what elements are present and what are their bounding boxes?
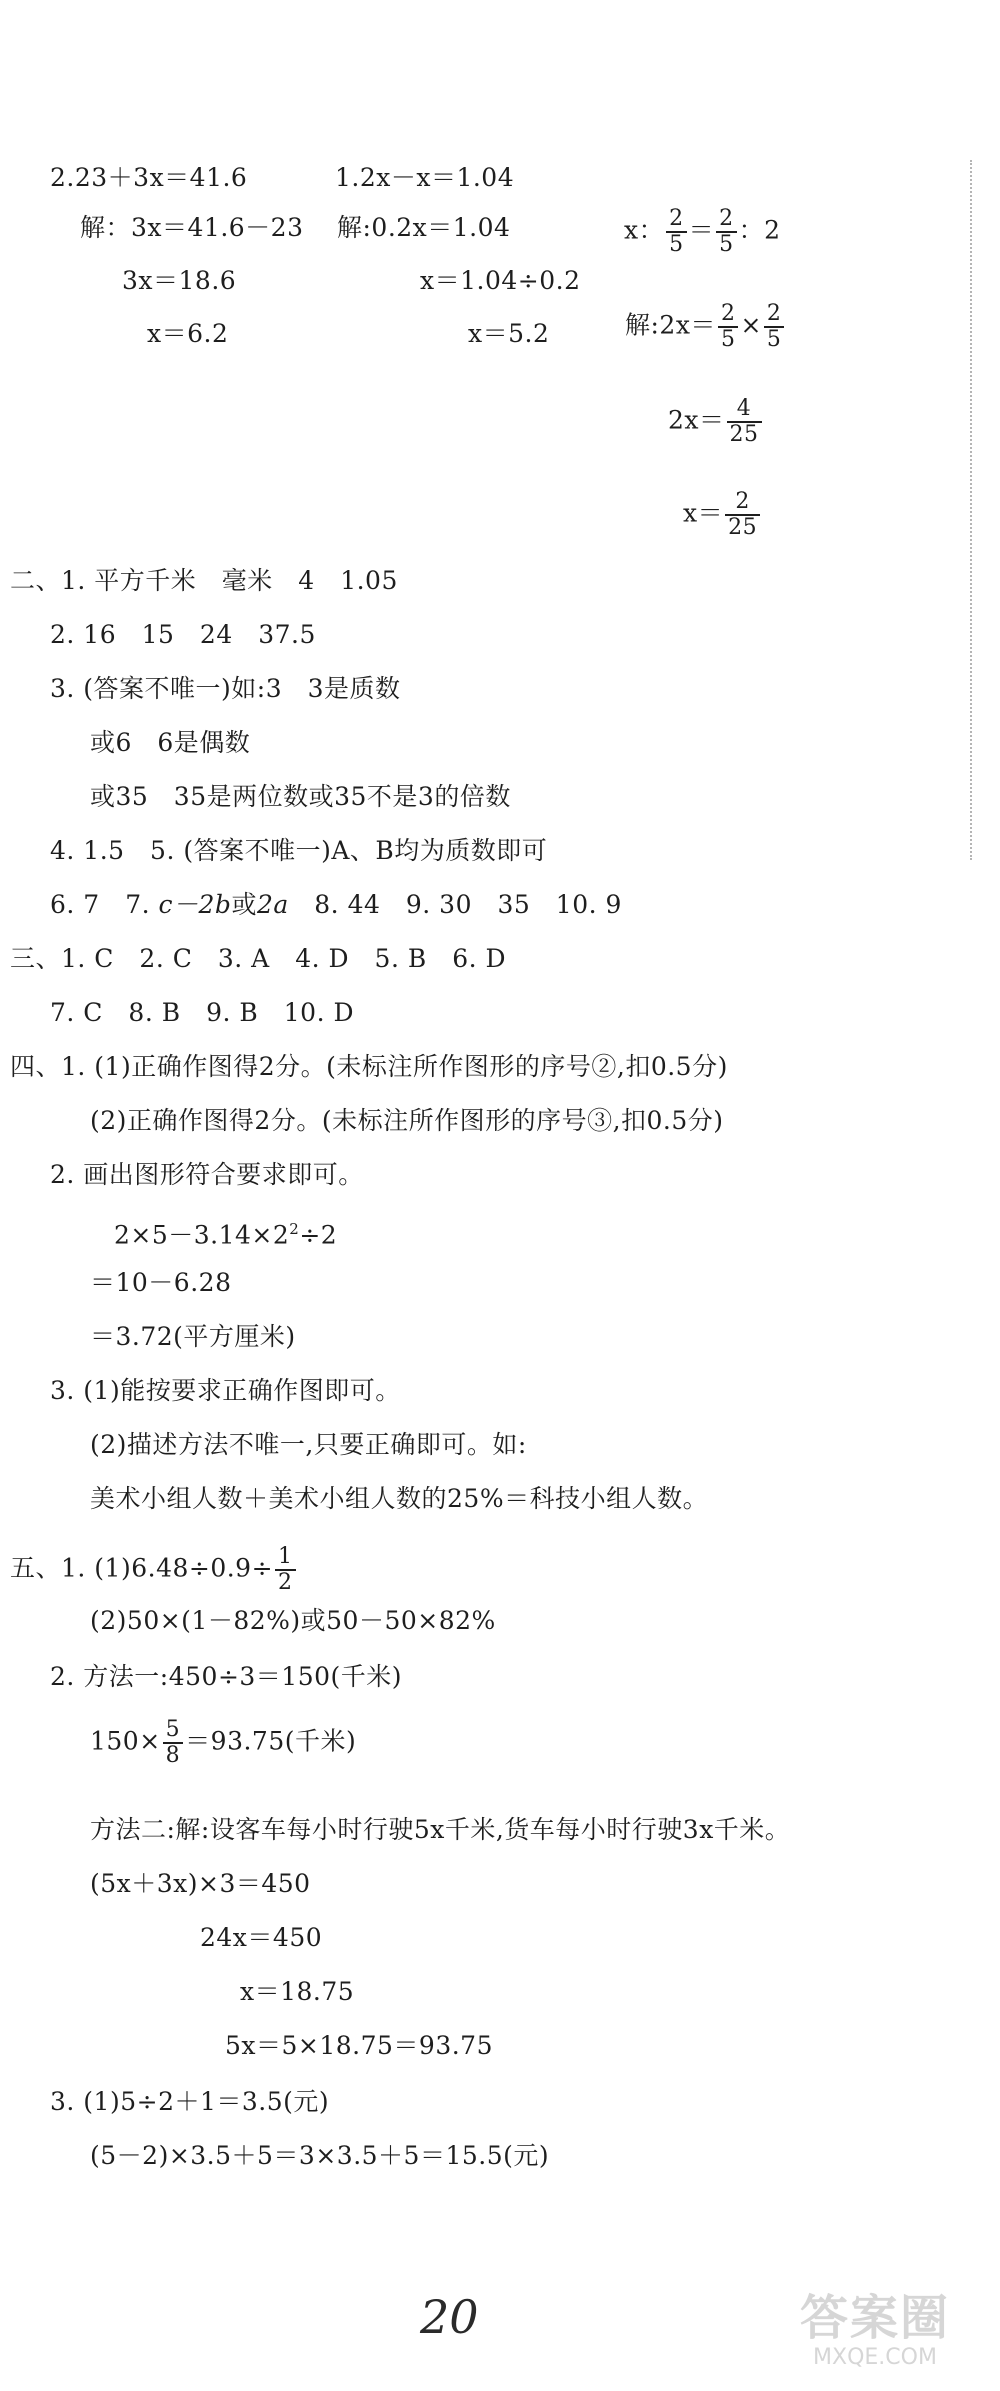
s4-line7: 3. (1)能按要求正确作图即可。 — [50, 1376, 401, 1405]
fraction-2-5: $\frac{2}{5}$ — [716, 207, 737, 257]
watermark-logo: 答案圈 MXQE.COM — [799, 2290, 950, 2370]
s4-line2: (2)正确作图得2分。(未标注所作图形的序号③,扣0.5分) — [90, 1106, 724, 1135]
eq-c-line2: 解:2x＝ $\frac{2}{5}$ × $\frac{2}{5}$ — [625, 302, 786, 352]
eq-a-line4: x＝6.2 — [147, 319, 229, 348]
s5-line8: x＝18.75 — [240, 1977, 355, 2006]
s5-line11: (5－2)×3.5＋5＝3×3.5＋5＝15.5(元) — [90, 2141, 550, 2170]
s5-line3: 2. 方法一:450÷3＝150(千米) — [50, 1662, 403, 1691]
fraction-1-2: $\frac{1}{2}$ — [275, 1545, 296, 1595]
s2-line2: 2. 16 15 24 37.5 — [50, 620, 316, 649]
s5-line4: 150× $\frac{5}{8}$ ＝93.75(千米) — [90, 1717, 357, 1768]
eq-c-line4: x＝ $\frac{2}{25}$ — [683, 490, 762, 540]
s2-line6: 4. 1.5 5. (答案不唯一)A、B均为质数即可 — [50, 836, 548, 865]
eq-c-line3: 2x＝ $\frac{4}{25}$ — [668, 397, 764, 447]
s3-line1: 三、1. C 2. C 3. A 4. D 5. B 6. D — [10, 944, 507, 973]
s4-line8: (2)描述方法不唯一,只要正确即可。如: — [90, 1430, 527, 1459]
s5-line9: 5x＝5×18.75＝93.75 — [225, 2031, 493, 2060]
s4-line4: $2\times 5-3.14\times 2^2\div 2$ — [114, 1220, 338, 1250]
s3-line2: 7. C 8. B 9. B 10. D — [50, 998, 355, 1027]
s4-line9: 美术小组人数＋美术小组人数的25%＝科技小组人数。 — [90, 1484, 709, 1513]
eq-a-line3: 3x＝18.6 — [122, 266, 237, 295]
s4-line3: 2. 画出图形符合要求即可。 — [50, 1160, 364, 1189]
s4-line6: ＝3.72(平方厘米) — [90, 1322, 296, 1351]
fraction-2-25: $\frac{2}{25}$ — [725, 490, 760, 540]
eq-b-line4: x＝5.2 — [468, 319, 550, 348]
s5-line10: 3. (1)5÷2＋1＝3.5(元) — [50, 2087, 330, 2116]
fraction-2-5: $\frac{2}{5}$ — [718, 302, 739, 352]
s5-line5: 方法二:解:设客车每小时行驶5x千米,货车每小时行驶3x千米。 — [90, 1815, 791, 1844]
s2-line1: 二、1. 平方千米 毫米 4 1.05 — [10, 566, 398, 595]
s4-line5: ＝10－6.28 — [90, 1268, 232, 1297]
s2-line3: 3. (答案不唯一)如:3 3是质数 — [50, 674, 401, 703]
fraction-4-25: $\frac{4}{25}$ — [727, 397, 762, 447]
s4-line1: 四、1. (1)正确作图得2分。(未标注所作图形的序号②,扣0.5分) — [10, 1052, 728, 1081]
eq-b-line2: 解:0.2x＝1.04 — [337, 213, 511, 242]
eq-b-line3: x＝1.04÷0.2 — [420, 266, 581, 295]
s2-line4: 或6 6是偶数 — [90, 728, 251, 757]
eq-b-line1: 1.2x－x＝1.04 — [335, 163, 515, 192]
s2-line5: 或35 35是两位数或35不是3的倍数 — [90, 782, 511, 811]
eq-c-line1: x： $\frac{2}{5}$ ＝ $\frac{2}{5}$ ：2 — [624, 206, 781, 257]
fraction-2-5: $\frac{2}{5}$ — [666, 207, 687, 257]
fraction-5-8: $\frac{5}{8}$ — [163, 1718, 184, 1768]
s5-line7: 24x＝450 — [200, 1923, 323, 1952]
s5-line1: 五、1. (1)6.48÷0.9÷ $\frac{1}{2}$ — [10, 1545, 298, 1595]
eq-a-line2: 解：3x＝41.6－23 — [80, 213, 304, 242]
fraction-2-5: $\frac{2}{5}$ — [764, 302, 785, 352]
handwritten-page-number: 20 — [420, 2290, 479, 2344]
s2-line7: 6. 7 7. c－2b或2a 8. 44 9. 30 35 10. 9 — [50, 890, 622, 919]
margin-dotted-line — [970, 160, 972, 860]
s5-line6: (5x＋3x)×3＝450 — [90, 1869, 311, 1898]
eq-a-line1: 2.23＋3x＝41.6 — [50, 163, 248, 192]
s5-line2: (2)50×(1－82%)或50－50×82% — [90, 1606, 496, 1635]
